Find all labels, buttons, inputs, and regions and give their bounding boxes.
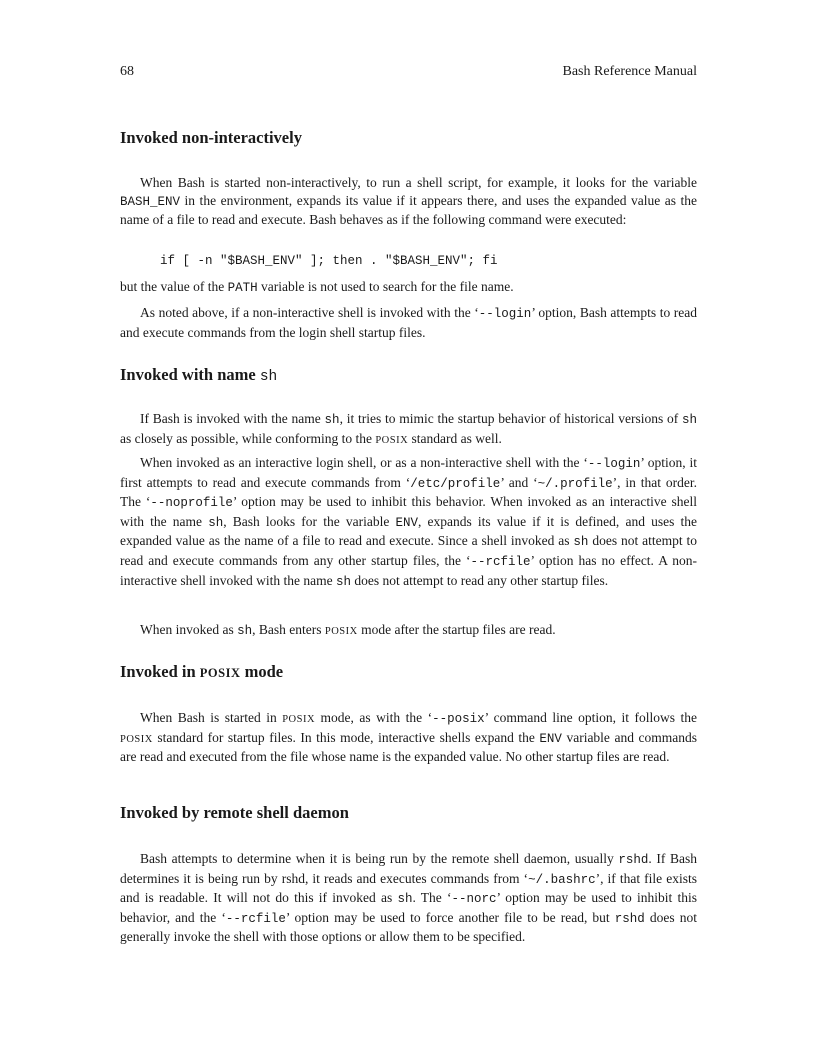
page-number: 68: [120, 64, 134, 79]
paragraph: When invoked as sh, Bash enters POSIX mode after the startup files are read.: [140, 622, 556, 638]
paragraph: but the value of the PATH variable is not used to search for the file name.: [120, 279, 514, 295]
running-header: [120, 63, 697, 81]
paragraph: If Bash is invoked with the name sh, it tries to mimic the startup behavior of historical versions of sh as closely as possible, while conforming to the POSIX standard as well.: [120, 411, 697, 446]
section-heading-posix-mode: Invoked in POSIX mode: [120, 662, 284, 681]
paragraph: As noted above, if a non-interactive shell is invoked with the ‘--login’ option, Bash attempts to read and execute commands from the login shell startup files.: [120, 305, 697, 340]
code-example: if [ -n "$BASH_ENV" ]; then . "$BASH_ENV"; fi: [160, 254, 498, 268]
section-heading-remote-shell: Invoked by remote shell daemon: [120, 803, 349, 822]
paragraph: When Bash is started in POSIX mode, as with the ‘--posix’ command line option, it follows the POSIX standard for startup files. In this mode, interactive shells expand the ENV variable and commands are read and executed from the file whose name is the expanded value. No other startup files are read.: [120, 710, 697, 765]
paragraph: When invoked as an interactive login shell, or as a non-interactive shell with the ‘--login’ option, it first attempts to read and execute commands from ‘/etc/profile’ and ‘~/.profile’, in that order. The ‘--noprofile’ option may be used to inhibit this behavior. When invoked as an interactive shell with the name sh, Bash looks for the variable ENV, expands its value if it is defined, and uses the expanded value as the name of a file to read and execute. Since a shell invoked as sh does not attempt to read and execute commands from any other startup files, the ‘--rcfile’ option has no effect. A non-interactive shell invoked with the name sh does not attempt to read any other startup files.: [120, 455, 698, 589]
manual-title: Bash Reference Manual: [562, 64, 697, 79]
paragraph: When Bash is started non-interactively, to run a shell script, for example, it looks for the variable BASH_ENV in the environment, expands its value if it appears there, and uses the expanded value as the name of a file to read and execute. Bash behaves as if the following command were executed:: [120, 175, 697, 228]
section-heading-non-interactive: Invoked non-interactively: [120, 128, 302, 147]
paragraph: Bash attempts to determine when it is being run by the remote shell daemon, usually rshd. If Bash determines it is being run by rshd, it reads and executes commands from ‘~/.bashrc’, if that file exists and is readable. It will not do this if invoked as sh. The ‘--norc’ option may be used to inhibit this behavior, and the ‘--rcfile’ option may be used to force another file to be read, but rshd does not generally invoke the shell with those options or allow them to be specified.: [120, 851, 698, 945]
section-heading-name-sh: Invoked with name sh: [120, 365, 278, 385]
